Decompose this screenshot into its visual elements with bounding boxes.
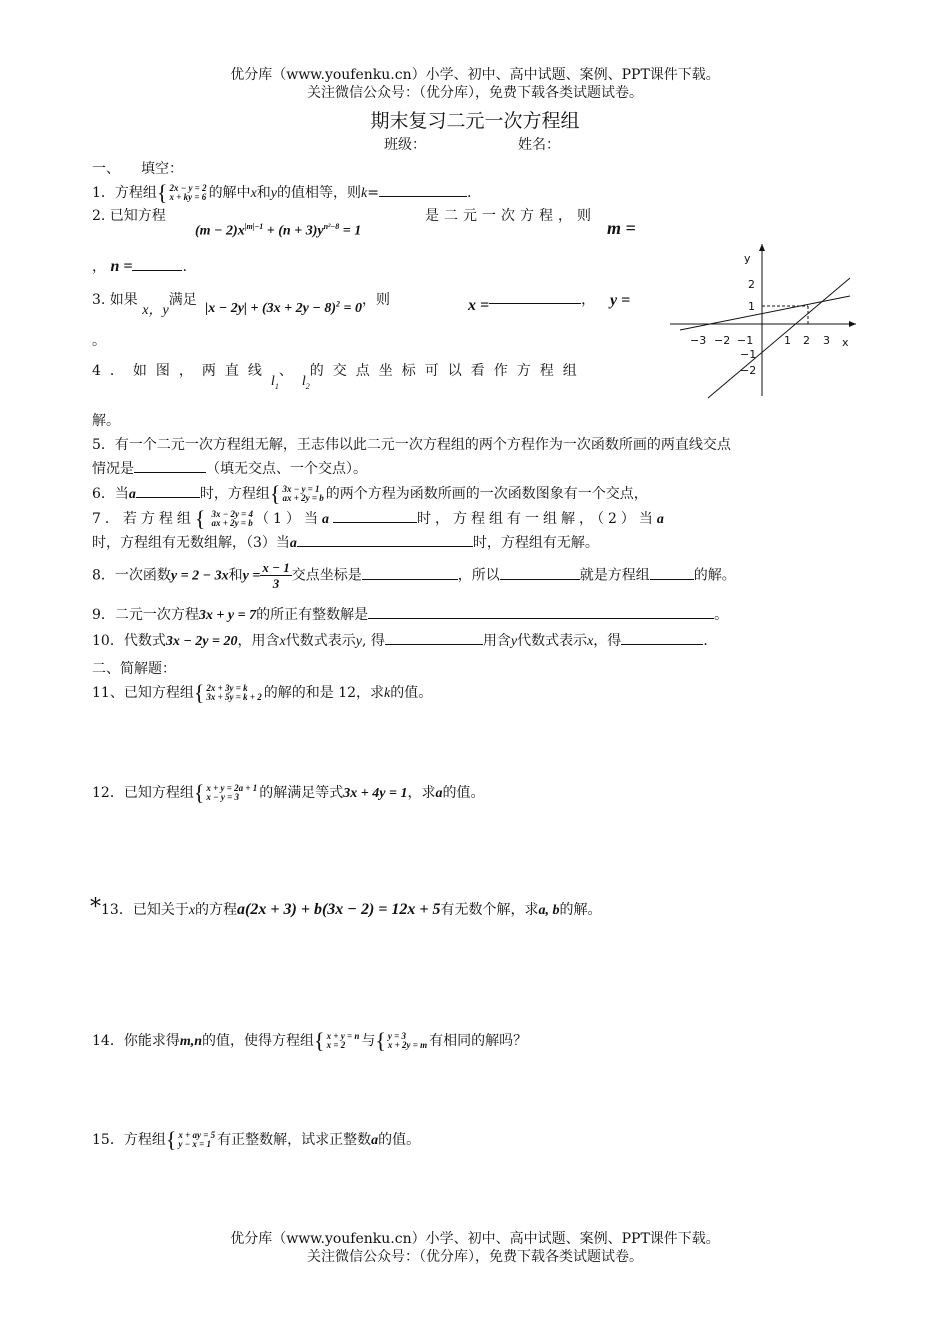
- x-tick-1: 1: [784, 334, 791, 347]
- question-5-line-1: 5．有一个二元一次方程组无解，王志伟以此二元一次方程组的两个方程作为一次函数所画的两直线交点: [92, 437, 731, 453]
- question-7-line-1: 7．若方程组{ 3x − 2y = 4 ax + 2y = b （1）当a 时，方程组有一组解，（2）当a: [92, 506, 668, 531]
- y-tick-2: 2: [748, 278, 755, 291]
- header-line-2: 关注微信公众号：（优分库），免费下载各类试题试卷。: [307, 85, 643, 101]
- question-4-end: 解。: [92, 413, 120, 429]
- x-tick-3: 3: [823, 334, 830, 347]
- x-tick-2: 2: [803, 334, 810, 347]
- question-5-line-2: 情况是 （填无交点、一个交点）。: [92, 458, 367, 478]
- question-2-n: ， n = .: [92, 258, 187, 275]
- question-9: 9．二元一次方程3x + y = 7的所正有整数解是 。: [92, 604, 728, 624]
- question-15: 15．方程组{ x + ay = 5 y − x = 1 有正整数解，试求正整数a的值。: [92, 1127, 421, 1152]
- x-tick-neg3: −3: [690, 334, 707, 347]
- question-3-end: 。: [92, 333, 106, 349]
- name-label: 姓名：: [518, 137, 560, 153]
- question-13: *13．已知关于x的方程a(2x + 3) + b(3x − 2) = 12x + 5有无数个解，求a, b的解。: [90, 895, 602, 920]
- question-2-text: 是二元一次方程，则: [425, 208, 596, 224]
- question-3: 3. 如果 x，y满足 $|x - 2y| + (3x + 2y - 8)^2 = 0$，则: [92, 292, 390, 318]
- y-axis-arrow-icon: [759, 244, 765, 251]
- question-2-m: m =: [607, 218, 636, 238]
- question-2-label: 2. 已知方程: [92, 208, 166, 224]
- question-7-line-2: 时，方程组有无数组解，（3）当a 时，方程组有无解。: [92, 532, 599, 552]
- footer-line-2: 关注微信公众号：（优分库），免费下载各类试题试卷。: [307, 1249, 643, 1265]
- question-10: 10．代数式3x − 2y = 20，用含x代数式表示y, 得 用含y代数式表示x，得 .: [92, 630, 708, 650]
- question-4: 4．如图，两直线$l_1$、$l_2$的交点坐标可以看作方程组: [92, 363, 586, 391]
- class-label: 班级：: [384, 137, 426, 153]
- question-6: 6．当a 时，方程组{ 3x − y = 1 ax + 2y = b 的两个方程为函数所画的一次函数图象有一个交点，: [92, 481, 648, 506]
- question-8: 8．一次函数y = 2 − 3x和y = $\frac{x - 1}{3}$ 交点坐标是 ，所以 就是方程组 的解。: [92, 560, 736, 591]
- question-3-y: y =: [610, 292, 631, 309]
- y-axis-label: y: [744, 252, 751, 265]
- question-14: 14．你能求得m,n的值，使得方程组{ x + y = n x = 2 与{ y = 3 x + 2y = m 有相同的解吗？: [92, 1028, 528, 1053]
- question-1: 1．方程组{ 2x − y = 2 x + ky = 6 的解中x和y的值相等，则k= .: [92, 180, 472, 205]
- question-12: 12．已知方程组{ x + y = 2a + 1 x − y = 3 的解满足等式3x + 4y = 1，求a的值。: [92, 780, 485, 805]
- x-tick-neg2: −2: [714, 334, 731, 347]
- section-short-answer: 二、简解题：: [92, 661, 176, 677]
- x-tick-neg1: −1: [737, 334, 754, 347]
- question-3-answers: x = ，: [468, 289, 595, 309]
- x-axis-arrow-icon: [849, 321, 856, 327]
- question-11: 11、已知方程组{ 2x + 3y = k 3x + 5y = k + 2 的解的和是 12，求k的值。: [92, 680, 433, 705]
- star-icon: *: [90, 895, 101, 920]
- footer-line-1: 优分库（www.youfenku.cn）小学、初中、高中试题、案例、PPT课件下载。: [230, 1231, 720, 1247]
- line-l1: [680, 296, 850, 330]
- coordinate-graph: [660, 240, 860, 400]
- page-title: 期末复习二元一次方程组: [370, 110, 580, 132]
- header-line-1: 优分库（www.youfenku.cn）小学、初中、高中试题、案例、PPT课件下载。: [230, 67, 720, 83]
- y-tick-neg1: −1: [740, 348, 757, 361]
- question-2-equation: $(m - 2)x^{|m|-1} + (n + 3)y^{n^2-8} = 1$: [195, 222, 362, 239]
- y-tick-1: 1: [748, 300, 755, 313]
- y-tick-neg2: −2: [740, 364, 757, 377]
- section-fill-in: 一、 填空：: [92, 161, 183, 177]
- x-axis-label: x: [842, 336, 849, 349]
